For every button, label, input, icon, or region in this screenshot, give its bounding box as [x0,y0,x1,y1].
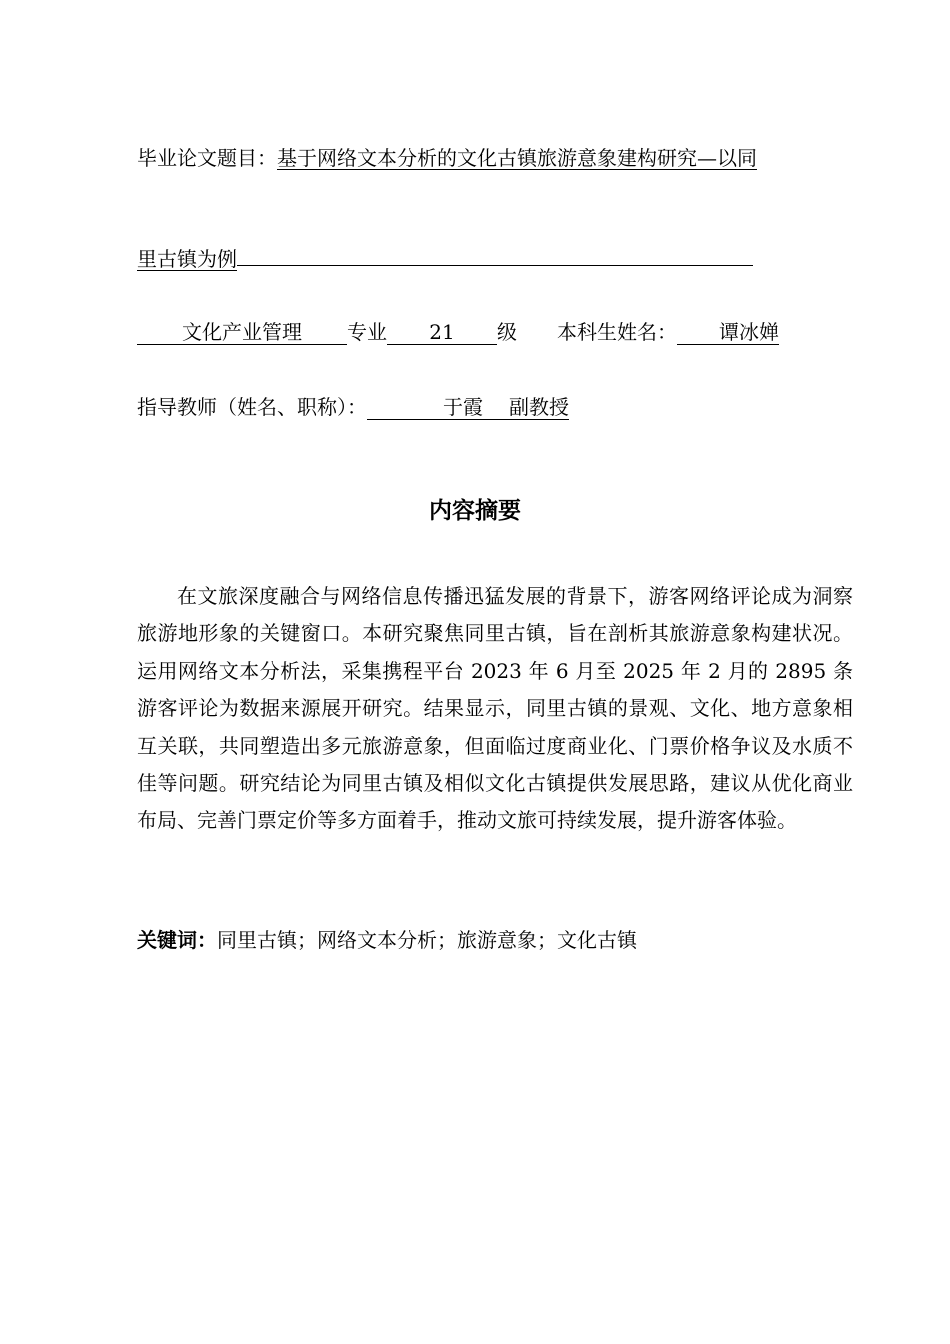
advisor-line [137,393,569,421]
thesis-title-part2: 里古镇为例 [137,247,237,271]
student-label: 本科生姓名： [557,320,677,344]
keywords-value: 同里古镇；网络文本分析；旅游意象；文化古镇 [217,928,637,952]
title-underline-blank [237,243,753,266]
grade-suffix: 级 [497,320,517,344]
major-field [137,320,347,345]
advisor-title: 副教授 [509,395,569,419]
student-name-field [677,320,779,345]
advisor-label: 指导教师（姓名、职称）： [137,395,367,419]
thesis-title-line-2 [137,243,753,273]
thesis-title-line [137,144,757,172]
major-value: 文化产业管理 [182,320,302,344]
keywords-line [137,926,637,954]
abstract-heading: 内容摘要 [429,498,521,524]
thesis-title-label: 毕业论文题目： [137,146,277,170]
student-info-line [137,318,779,346]
advisor-field [367,395,569,420]
grade-field [387,320,497,345]
grade-value: 21 [429,320,455,344]
abstract-body: 在文旅深度融合与网络信息传播迅猛发展的背景下，游客网络评论成为洞察旅游地形象的关键窗口。本研究聚焦同里古镇，旨在剖析其旅游意象构建状况。运用网络文本分析法，采集携程平台 2023 年 6 月至 2025 年 2 月的 2895 条游客评论为数据来源展开研究。结果显示，同里古镇的景观、文化、地方意象相互关联，共同塑造出多元旅游意象，但面临过度商业化、门票价格争议及水质不佳等问题。研究结论为同里古镇及相似文化古镇提供发展思路，建议从优化商业布局、完善门票定价等多方面着手，推动文旅可持续发展，提升游客体验。 [137,584,853,833]
major-suffix: 专业 [347,320,387,344]
advisor-name: 于霞 [443,395,483,419]
thesis-title-part1: 基于网络文本分析的文化古镇旅游意象建构研究—以同 [277,146,757,170]
keywords-label: 关键词： [137,928,217,952]
student-name: 谭冰婵 [719,320,779,344]
